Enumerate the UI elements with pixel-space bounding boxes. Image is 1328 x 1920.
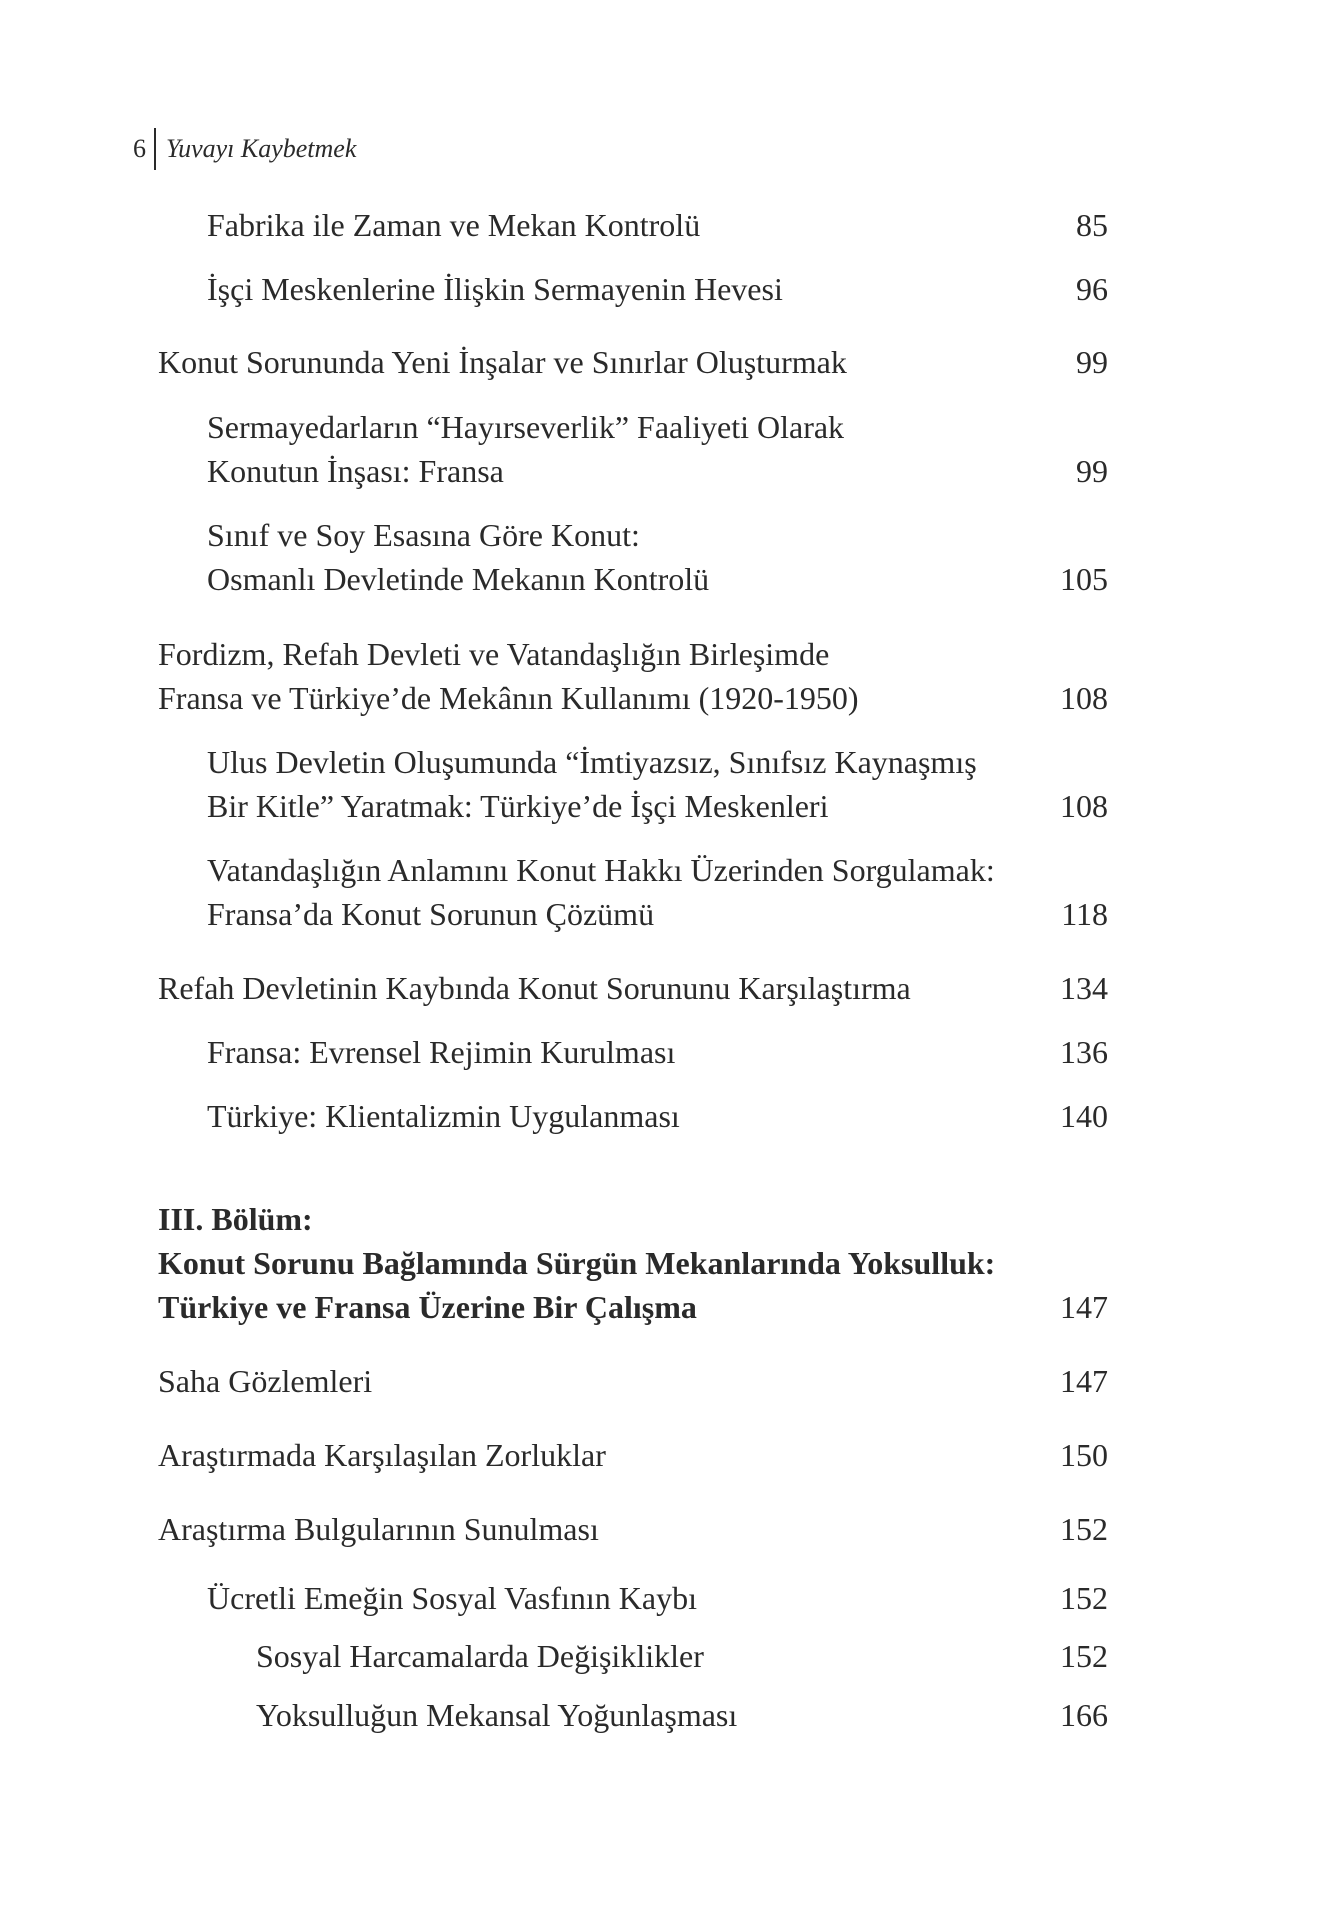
toc-entry-title [207, 848, 1061, 936]
book-title: Yuvayı Kaybetmek [166, 134, 357, 163]
toc-entry-title [158, 632, 1060, 720]
toc-entry-line: Fransa’da Konut Sorunun Çözümü [207, 896, 655, 932]
toc-entry[interactable] [207, 267, 1108, 311]
toc-entry-line: Konutun İnşası: Fransa [207, 453, 504, 489]
toc-entry-line: Fransa ve Türkiye’de Mekânın Kullanımı (1920-1950) [158, 680, 859, 716]
toc-entry[interactable] [158, 1359, 1108, 1403]
toc-entry-line: Türkiye: Klientalizmin Uygulanması [207, 1098, 680, 1134]
toc-entry[interactable] [158, 1433, 1108, 1477]
toc-entry[interactable] [207, 513, 1108, 601]
toc-entry[interactable] [207, 1030, 1108, 1074]
toc-entry-line: Vatandaşlığın Anlamını Konut Hakkı Üzerinden Sorgulamak: [207, 852, 995, 888]
toc-entry-page: 150 [1060, 1437, 1108, 1473]
toc-entry[interactable] [207, 740, 1108, 828]
toc-entry-title [207, 1094, 1060, 1138]
toc-entry-line: Refah Devletinin Kaybında Konut Sorununu Karşılaştırma [158, 970, 911, 1006]
toc-entry-page: 166 [1060, 1697, 1108, 1733]
toc-entry-line: Sınıf ve Soy Esasına Göre Konut: [207, 517, 640, 553]
toc-entry-line: Fabrika ile Zaman ve Mekan Kontrolü [207, 207, 701, 243]
toc-entry-page: 140 [1060, 1098, 1108, 1134]
toc-entry-page: 99 [1076, 453, 1108, 489]
toc-entry-title [158, 1433, 1060, 1477]
toc-entry-line: Bir Kitle” Yaratmak: Türkiye’de İşçi Meskenleri [207, 788, 829, 824]
toc-entry-title [207, 740, 1060, 828]
toc-entry[interactable] [158, 632, 1108, 720]
toc-entry-page: 136 [1060, 1034, 1108, 1070]
toc-entry[interactable] [207, 1576, 1108, 1620]
toc-entry[interactable] [207, 405, 1108, 493]
toc-entry-line: Araştırmada Karşılaşılan Zorluklar [158, 1437, 606, 1473]
toc-entry[interactable] [256, 1634, 1108, 1678]
toc-entry[interactable] [158, 1507, 1108, 1551]
toc-entry-page: 118 [1061, 896, 1108, 932]
toc-entry-line: Araştırma Bulgularının Sunulması [158, 1511, 599, 1547]
toc-entry[interactable] [207, 1094, 1108, 1138]
toc-entry-title [158, 966, 1060, 1010]
toc-entry-line: Yoksulluğun Mekansal Yoğunlaşması [256, 1697, 738, 1733]
toc-entry[interactable] [207, 203, 1108, 247]
toc-entry-title [158, 340, 1076, 384]
toc-entry-title [207, 1576, 1060, 1620]
toc-entry-title [158, 1507, 1060, 1551]
toc-entry-line: İşçi Meskenlerine İlişkin Sermayenin Hevesi [207, 271, 783, 307]
toc-entry-title [158, 1359, 1060, 1403]
toc-entry-line: Fordizm, Refah Devleti ve Vatandaşlığın Birleşimde [158, 636, 830, 672]
page-number: 6 [133, 134, 146, 163]
toc-entry-line: Konut Sorunu Bağlamında Sürgün Mekanlarında Yoksulluk: [158, 1245, 996, 1281]
toc-entry-line: Sermayedarların “Hayırseverlik” Faaliyeti Olarak [207, 409, 845, 445]
toc-entry-page: 152 [1060, 1580, 1108, 1616]
toc-entry-title [207, 267, 1076, 311]
toc-entry-part[interactable] [158, 1197, 1108, 1329]
toc-entry-line: Ulus Devletin Oluşumunda “İmtiyazsız, Sınıfsız Kaynaşmış [207, 744, 977, 780]
toc-entry-page: 96 [1076, 271, 1108, 307]
toc-entry-page: 105 [1060, 561, 1108, 597]
toc-entry-line: Fransa: Evrensel Rejimin Kurulması [207, 1034, 676, 1070]
toc-entry-page: 152 [1060, 1511, 1108, 1547]
toc-entry-line: Konut Sorununda Yeni İnşalar ve Sınırlar Oluşturmak [158, 344, 847, 380]
toc-entry[interactable] [158, 340, 1108, 384]
toc-entry-page: 108 [1060, 680, 1108, 716]
toc-entry-page: 147 [1060, 1363, 1108, 1399]
toc-entry-line: Türkiye ve Fransa Üzerine Bir Çalışma [158, 1289, 697, 1325]
toc-entry-line: III. Bölüm: [158, 1201, 313, 1237]
toc-entry-line: Sosyal Harcamalarda Değişiklikler [256, 1638, 704, 1674]
toc-entry-page: 108 [1060, 788, 1108, 824]
toc-entry[interactable] [158, 966, 1108, 1010]
toc-entry-line: Osmanlı Devletinde Mekanın Kontrolü [207, 561, 710, 597]
toc-entry-line: Saha Gözlemleri [158, 1363, 373, 1399]
running-head [133, 128, 356, 170]
toc-entry-title [256, 1634, 1060, 1678]
toc-entry-page: 99 [1076, 344, 1108, 380]
toc-entry-title [207, 1030, 1060, 1074]
toc-entry-page: 152 [1060, 1638, 1108, 1674]
toc-entry[interactable] [207, 848, 1108, 936]
toc-entry[interactable] [256, 1693, 1108, 1737]
toc-entry-title [207, 513, 1060, 601]
toc-entry-title [207, 405, 1076, 493]
toc-entry-page: 134 [1060, 970, 1108, 1006]
toc-entry-title [158, 1197, 1060, 1329]
toc-entry-page: 85 [1076, 207, 1108, 243]
toc-entry-line: Ücretli Emeğin Sosyal Vasfının Kaybı [207, 1580, 697, 1616]
toc-entry-page: 147 [1060, 1289, 1108, 1325]
toc-entry-title [207, 203, 1076, 247]
toc-entry-title [256, 1693, 1060, 1737]
